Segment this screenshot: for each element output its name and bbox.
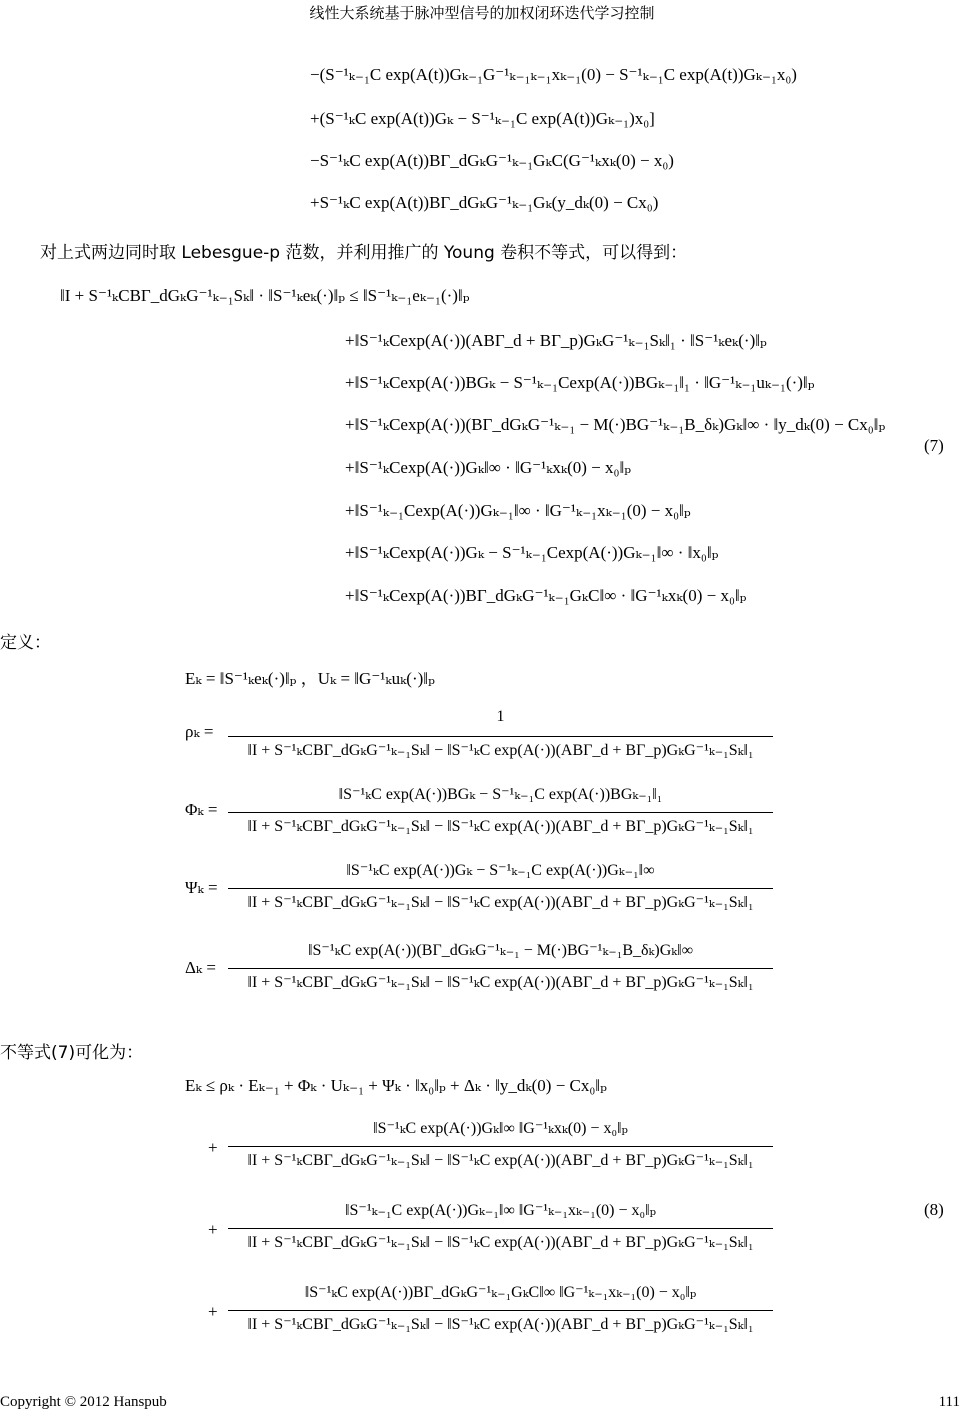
fraction-bar — [228, 1228, 773, 1229]
fraction-bar — [228, 1310, 773, 1311]
eq8-term-2-denominator: ‖I + S⁻¹ₖCBΓ_dGₖG⁻¹ₖ₋₁Sₖ‖ − ‖S⁻¹ₖC exp(A(·))(ABΓ_d + BΓ_p)GₖG⁻¹ₖ₋₁Sₖ‖₁ — [247, 1234, 754, 1251]
top-eq-line: −S⁻¹ₖC exp(A(t))BΓ_dGₖG⁻¹ₖ₋₁GₖC(G⁻¹ₖxₖ(0) − x₀) — [310, 151, 674, 170]
eq8-term-3 — [228, 1282, 773, 1342]
eq7-line: +‖S⁻¹ₖ₋₁Cexp(A(·))Gₖ₋₁‖∞ · ‖G⁻¹ₖ₋₁xₖ₋₁(0) − x₀‖ₚ — [345, 501, 691, 520]
top-eq-line: +(S⁻¹ₖC exp(A(t))Gₖ − S⁻¹ₖ₋₁C exp(A(t))Gₖ₋₁)x₀] — [310, 109, 655, 128]
fraction-bar — [228, 736, 773, 737]
eq8-term-1-denominator: ‖I + S⁻¹ₖCBΓ_dGₖG⁻¹ₖ₋₁Sₖ‖ − ‖S⁻¹ₖC exp(A(·))(ABΓ_d + BΓ_p)GₖG⁻¹ₖ₋₁Sₖ‖₁ — [247, 1152, 754, 1169]
eq7-line: +‖S⁻¹ₖCexp(A(·))BGₖ − S⁻¹ₖ₋₁Cexp(A(·))BGₖ₋₁‖₁ · ‖G⁻¹ₖ₋₁uₖ₋₁(·)‖ₚ — [345, 373, 815, 392]
fraction-bar — [228, 812, 773, 813]
running-header: 线性大系统基于脉冲型信号的加权闭环迭代学习控制 — [309, 4, 655, 22]
eq7-line: +‖S⁻¹ₖCexp(A(·))BΓ_dGₖG⁻¹ₖ₋₁GₖC‖∞ · ‖G⁻¹ₖxₖ(0) − x₀‖ₚ — [345, 586, 747, 605]
rho-fraction — [228, 708, 773, 768]
eq8-first-line: Eₖ ≤ ρₖ · Eₖ₋₁ + Φₖ · Uₖ₋₁ + Ψₖ · ‖x₀‖ₚ + Δₖ · ‖y_dₖ(0) − Cx₀‖ₚ — [185, 1076, 607, 1095]
delta-denominator: ‖I + S⁻¹ₖCBΓ_dGₖG⁻¹ₖ₋₁Sₖ‖ − ‖S⁻¹ₖC exp(A(·))(ABΓ_d + BΓ_p)GₖG⁻¹ₖ₋₁Sₖ‖₁ — [247, 974, 754, 991]
equation-number-7: (7) — [924, 436, 944, 455]
rho-lhs: ρₖ = — [185, 722, 214, 741]
psi-denominator: ‖I + S⁻¹ₖCBΓ_dGₖG⁻¹ₖ₋₁Sₖ‖ − ‖S⁻¹ₖC exp(A(·))(ABΓ_d + BΓ_p)GₖG⁻¹ₖ₋₁Sₖ‖₁ — [247, 894, 754, 911]
delta-numerator: ‖S⁻¹ₖC exp(A(·))(BΓ_dGₖG⁻¹ₖ₋₁ − M(·)BG⁻¹ₖ₋₁B_δₖ)Gₖ‖∞ — [308, 942, 693, 959]
eq8-term-2 — [228, 1200, 773, 1260]
page-number: 111 — [938, 1394, 960, 1410]
paragraph-lebesgue: 对上式两边同时取 Lebesgue-p 范数，并利用推广的 Young 卷积不等式，可以得到： — [40, 243, 688, 263]
top-eq-line: +S⁻¹ₖC exp(A(t))BΓ_dGₖG⁻¹ₖ₋₁Gₖ(y_dₖ(0) − Cx₀) — [310, 193, 659, 212]
eq8-term-1 — [228, 1118, 773, 1178]
eq7-line: ‖I + S⁻¹ₖCBΓ_dGₖG⁻¹ₖ₋₁Sₖ‖ · ‖S⁻¹ₖeₖ(·)‖ₚ ≤ ‖S⁻¹ₖ₋₁eₖ₋₁(·)‖ₚ — [60, 286, 470, 305]
eq8-term-1-numerator: ‖S⁻¹ₖC exp(A(·))Gₖ‖∞ ‖G⁻¹ₖxₖ(0) − x₀‖ₚ — [373, 1120, 628, 1137]
rho-numerator: 1 — [496, 708, 505, 725]
psi-numerator: ‖S⁻¹ₖC exp(A(·))Gₖ − S⁻¹ₖ₋₁C exp(A(·))Gₖ₋₁‖∞ — [346, 862, 655, 879]
eq7-line: +‖S⁻¹ₖCexp(A(·))(ABΓ_d + BΓ_p)GₖG⁻¹ₖ₋₁Sₖ‖₁ · ‖S⁻¹ₖeₖ(·)‖ₚ — [345, 331, 767, 350]
fraction-bar — [228, 888, 773, 889]
top-eq-line: −(S⁻¹ₖ₋₁C exp(A(t))Gₖ₋₁G⁻¹ₖ₋₁ₖ₋₁xₖ₋₁(0) − S⁻¹ₖ₋₁C exp(A(t))Gₖ₋₁x₀) — [310, 65, 797, 84]
fraction-bar — [228, 968, 773, 969]
eq8-plus: + — [208, 1302, 218, 1321]
delta-lhs: Δₖ = — [185, 958, 216, 977]
rho-denominator: ‖I + S⁻¹ₖCBΓ_dGₖG⁻¹ₖ₋₁Sₖ‖ − ‖S⁻¹ₖC exp(A(·))(ABΓ_d + BΓ_p)GₖG⁻¹ₖ₋₁Sₖ‖₁ — [247, 742, 754, 759]
phi-numerator: ‖S⁻¹ₖC exp(A(·))BGₖ − S⁻¹ₖ₋₁C exp(A(·))BGₖ₋₁‖₁ — [338, 786, 663, 803]
phi-lhs: Φₖ = — [185, 800, 218, 819]
delta-fraction — [228, 940, 773, 1000]
fraction-bar — [228, 1146, 773, 1147]
phi-fraction — [228, 784, 773, 844]
eq7-line: +‖S⁻¹ₖCexp(A(·))Gₖ − S⁻¹ₖ₋₁Cexp(A(·))Gₖ₋₁‖∞ · ‖x₀‖ₚ — [345, 543, 719, 562]
eq8-term-2-numerator: ‖S⁻¹ₖ₋₁C exp(A(·))Gₖ₋₁‖∞ ‖G⁻¹ₖ₋₁xₖ₋₁(0) − x₀‖ₚ — [345, 1202, 656, 1219]
eq7-line: +‖S⁻¹ₖCexp(A(·))(BΓ_dGₖG⁻¹ₖ₋₁ − M(·)BG⁻¹ₖ₋₁B_δₖ)Gₖ‖∞ · ‖y_dₖ(0) − Cx₀‖ₚ — [345, 415, 886, 434]
copyright-footer: Copyright © 2012 Hanspub — [0, 1394, 167, 1410]
eq8-plus: + — [208, 1138, 218, 1157]
psi-fraction — [228, 860, 773, 920]
def-e-u: Eₖ = ‖S⁻¹ₖeₖ(·)‖ₚ ，Uₖ = ‖G⁻¹ₖuₖ(·)‖ₚ — [185, 669, 435, 688]
eq7-line: +‖S⁻¹ₖCexp(A(·))Gₖ‖∞ · ‖G⁻¹ₖxₖ(0) − x₀‖ₚ — [345, 458, 632, 477]
eq8-plus: + — [208, 1220, 218, 1239]
equation-number-8: (8) — [924, 1200, 944, 1219]
eq8-term-3-numerator: ‖S⁻¹ₖC exp(A(·))BΓ_dGₖG⁻¹ₖ₋₁GₖC‖∞ ‖G⁻¹ₖ₋₁xₖ₋₁(0) − x₀‖ₚ — [304, 1284, 697, 1301]
paragraph-inequality: 不等式(7)可化为： — [0, 1043, 144, 1063]
phi-denominator: ‖I + S⁻¹ₖCBΓ_dGₖG⁻¹ₖ₋₁Sₖ‖ − ‖S⁻¹ₖC exp(A(·))(ABΓ_d + BΓ_p)GₖG⁻¹ₖ₋₁Sₖ‖₁ — [247, 818, 754, 835]
eq8-term-3-denominator: ‖I + S⁻¹ₖCBΓ_dGₖG⁻¹ₖ₋₁Sₖ‖ − ‖S⁻¹ₖC exp(A(·))(ABΓ_d + BΓ_p)GₖG⁻¹ₖ₋₁Sₖ‖₁ — [247, 1316, 754, 1333]
definition-label: 定义： — [0, 633, 51, 653]
psi-lhs: Ψₖ = — [185, 878, 218, 897]
